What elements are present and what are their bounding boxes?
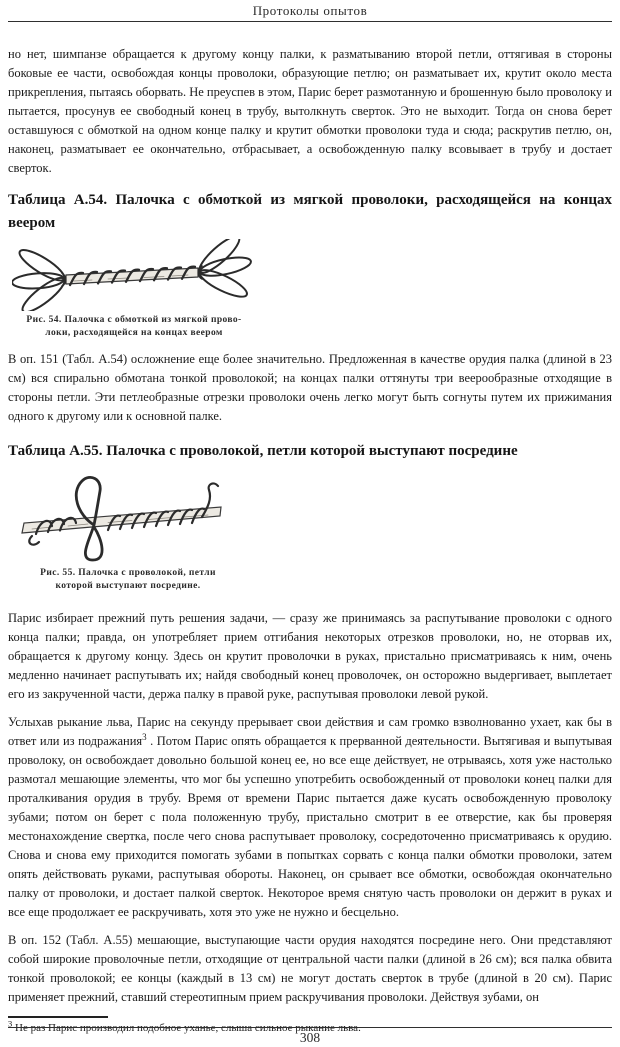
paragraph-1: но нет, шимпанзе обращается к другому концу палки, к разматыванию второй петли, оттягивая в стороны боковые ее части, освобождая концы проволоки, образующие петлю; он разматывает их, крутит около места прикрепления, пытаясь оборвать. Не преуспев в этом, Парис берет размотанную и брошенную было проволоку и пытается, просунув ее свободный конец в трубу, вытолкнуть сверток. Это не выходит. Тогда он снова берет оставшуюся с обмоткой на одном конце палку и крутит обмотки проволоки туда и сюда; раскрутив петлю, он, наконец, разматывает ее окончательно, отбрасывает, а освобожденную палку всовывает в трубу и достает сверток.	[8, 47, 612, 175]
footnote-reference: 3	[142, 731, 147, 742]
wire-fan-loops-right	[195, 239, 252, 302]
paragraph-4-continuation: . Потом Парис опять обращается к прерванной деятельности. Вытягивая и выпутывая проволоку, он освобождает довольно большой конец ее, но все еще действует, не отрываясь, хотя уже настолько размотал мешающие элементы, что мог бы успешно употребить освобожденный от проволоки конец палки для проталкивания орудия в трубу. Время от времени Парис пытается даже кусать освобожденную проволоку зубами; потом он берет с пола положенную трубу, пристально смотрит в ее отверстие, как бы проверяя местонахождение свертка, после чего снова распутывает проволоку, сосредоточенно присматриваясь к орудию. Снова и снова ему приходится помогать зубами в попытках сорвать с конца палки обмотки проволоки, затем опять действовать руками, распутывая обороты. Наконец, он срывает все обмотки, освобождая окончательно палку от проволоки, и достает палкой сверток. Некоторое время снятую часть проволоки он держит в руках и все еще продолжает ее раскручивать, хотя это уже не нужно и бесцельно.	[8, 734, 612, 919]
figure-54	[12, 239, 612, 339]
figure-55	[12, 469, 612, 592]
figure-55-caption	[28, 567, 228, 592]
running-header: Протоколы опытов	[252, 3, 368, 18]
figure-55-caption-line2: которой выступают посредине.	[55, 580, 201, 591]
figure-54-caption-line1: Рис. 54. Палочка с обмоткой из мягкой прово-	[26, 315, 242, 325]
figure-54-caption	[20, 314, 248, 339]
page-footer	[8, 1027, 612, 1047]
footnote-text: Не раз Парис производил подобное уханье, слыша сильное рыкание льва.	[12, 1022, 361, 1034]
stick-shape	[22, 507, 221, 533]
figure-54-caption-line2: локи, расходящейся на концах веером	[45, 327, 223, 338]
footnote-marker: 3	[8, 1018, 13, 1029]
figure-55-illustration	[12, 469, 242, 564]
figure-55-caption-line1: Рис. 55. Палочка с проволокой, петли	[40, 568, 216, 578]
page-number: 308	[299, 1030, 321, 1045]
footnote-divider	[8, 1016, 108, 1018]
paragraph-3: Парис избирает прежний путь решения задачи, — сразу же принимаясь за распутывание проволоки с одного конца палки; правда, он употребляет прием отгибания некоторых отрезков проволоки, но, не оторвав их, обращается к другому концу. Здесь он крутит проволочки в руках, пристально присматриваясь к ним, очень медленно начинает распутывать их; найдя свободный конец проволочек, он осторожно выдергивает, выплетает его из закрученной части, держа палку в правой руке, распутывая проволоки левой рукой.	[8, 611, 612, 701]
table-a55-heading: Таблица А.55. Палочка с проволокой, петли которой выступают посредине	[8, 443, 518, 459]
table-a54-heading: Таблица А.54. Палочка с обмоткой из мягкой проволоки, расходящейся на концах веером	[8, 192, 612, 231]
paragraph-5: В оп. 152 (Табл. А.55) мешающие, выступающие части орудия находятся посредине него. Они представляют собой широкие проволочные петли, отходящие от центральной части палки (длиной в 26 см); вся палка обвита тонкой проволокой; ее концы (каждый в 13 см) не могут достать сверток в трубе (длиной в 20 см). Парис применяет прежний, ставший стереотипным прием раскручивания проволоки. Действуя зубами, он	[8, 933, 612, 1004]
paragraph-2: В оп. 151 (Табл. А.54) осложнение еще более значительно. Предложенная в качестве орудия палка (длиной в 23 см) вся спирально обмотана тонкой проволокой; на концах палки оттянуты три веерообразные отходящие в стороны петли. Эти петлеобразные отрезки проволоки очень легко могут быть согнуты путем их прижимания одного к другому или к основной палке.	[8, 352, 612, 423]
paragraph-4-text: Услыхав рыкание льва, Парис на секунду прерывает свои действия и сам громко взволнованно ухает, как бы в ответ или из подражания	[8, 715, 612, 748]
paragraph-4	[8, 713, 612, 922]
figure-54-illustration	[12, 239, 252, 311]
header-rule	[8, 21, 612, 22]
wire-fan-loops-left	[12, 245, 69, 311]
